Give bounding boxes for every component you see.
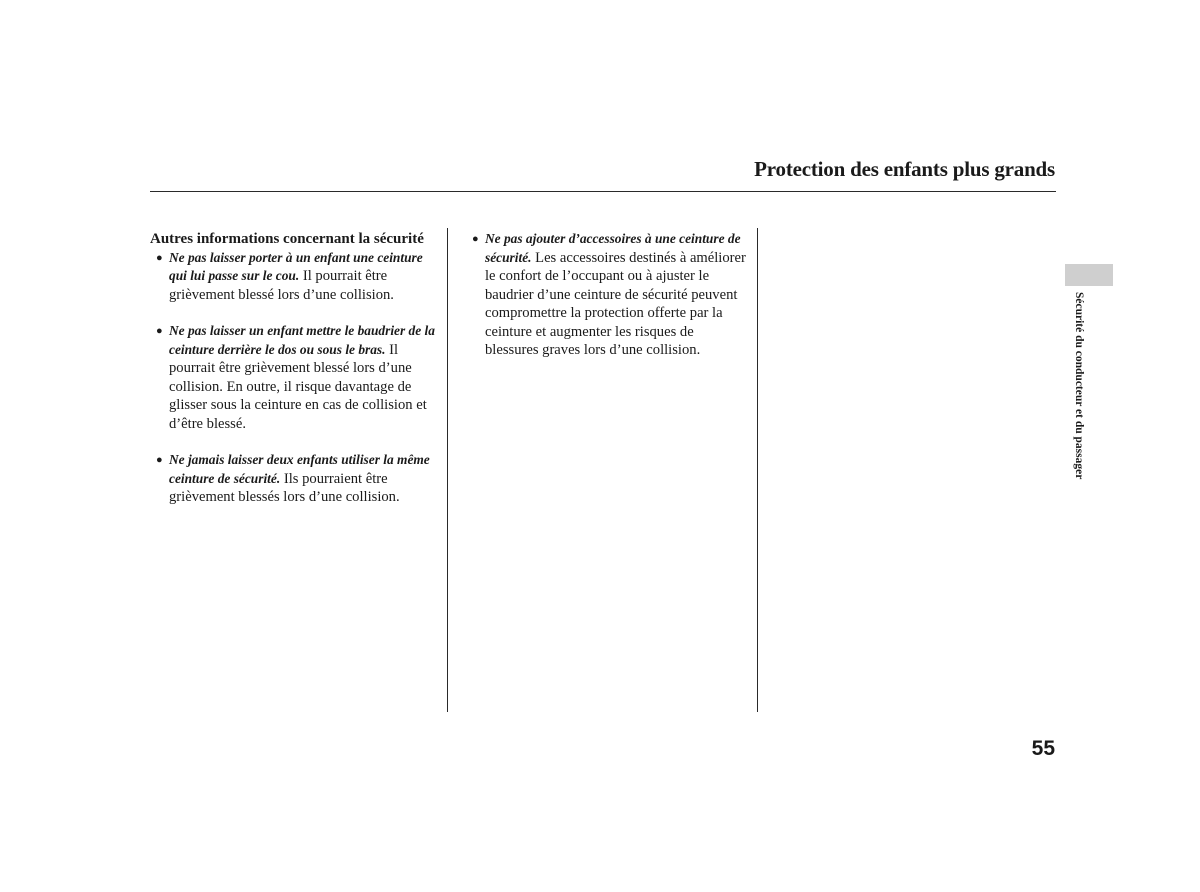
- section-heading: Autres informations concernant la sécurité: [150, 231, 424, 247]
- list-item: [150, 451, 440, 507]
- page-number: 55: [1031, 737, 1055, 760]
- middle-column: [466, 230, 748, 360]
- bullet-icon: ●: [156, 325, 163, 337]
- column-divider-right: [757, 228, 758, 712]
- section-tab: [1065, 264, 1113, 286]
- bullet-icon: ●: [156, 251, 163, 264]
- bullet-lead: Ne pas laisser porter à un enfant une ceinture qui lui passe sur le cou.: [169, 249, 423, 283]
- list-item: [150, 249, 440, 305]
- bullet-text: Les accessoires destinés à améliorer le confort de l’occupant ou à ajuster le baudrier d’une ceinture de sécurité peuvent compromettre la protection offerte par la ceinture et augmenter les risques de blessures graves lors d’une collision.: [485, 249, 746, 358]
- bullet-text: Il pourrait être grièvement blessé lors d’une collision. En outre, il risque davantage de glisser sous la ceinture en cas de collision et d’être blessé.: [169, 341, 427, 432]
- bullet-lead: Ne pas ajouter d’accessoires à une ceinture de sécurité.: [485, 231, 741, 265]
- column-divider-left: [447, 228, 448, 712]
- bullet-icon: ●: [472, 233, 479, 245]
- left-column: [150, 230, 440, 507]
- bullet-icon: ●: [156, 454, 163, 466]
- page-title: Protection des enfants plus grands: [754, 157, 1055, 181]
- bullet-lead: Ne jamais laisser deux enfants utiliser la même ceinture de sécurité.: [169, 452, 430, 486]
- bullet-text: Il pourrait être grièvement blessé lors d’une collision.: [169, 268, 394, 303]
- bullet-lead: Ne pas laisser un enfant mettre le baudrier de la ceinture derrière le dos ou sous le bras.: [169, 323, 435, 357]
- section-side-label: Sécurité du conducteur et du passager: [1073, 292, 1085, 480]
- title-rule: [150, 191, 1056, 192]
- list-item: [466, 230, 748, 360]
- list-item: [150, 322, 440, 433]
- bullet-text: Ils pourraient être grièvement blessés lors d’une collision.: [169, 470, 400, 505]
